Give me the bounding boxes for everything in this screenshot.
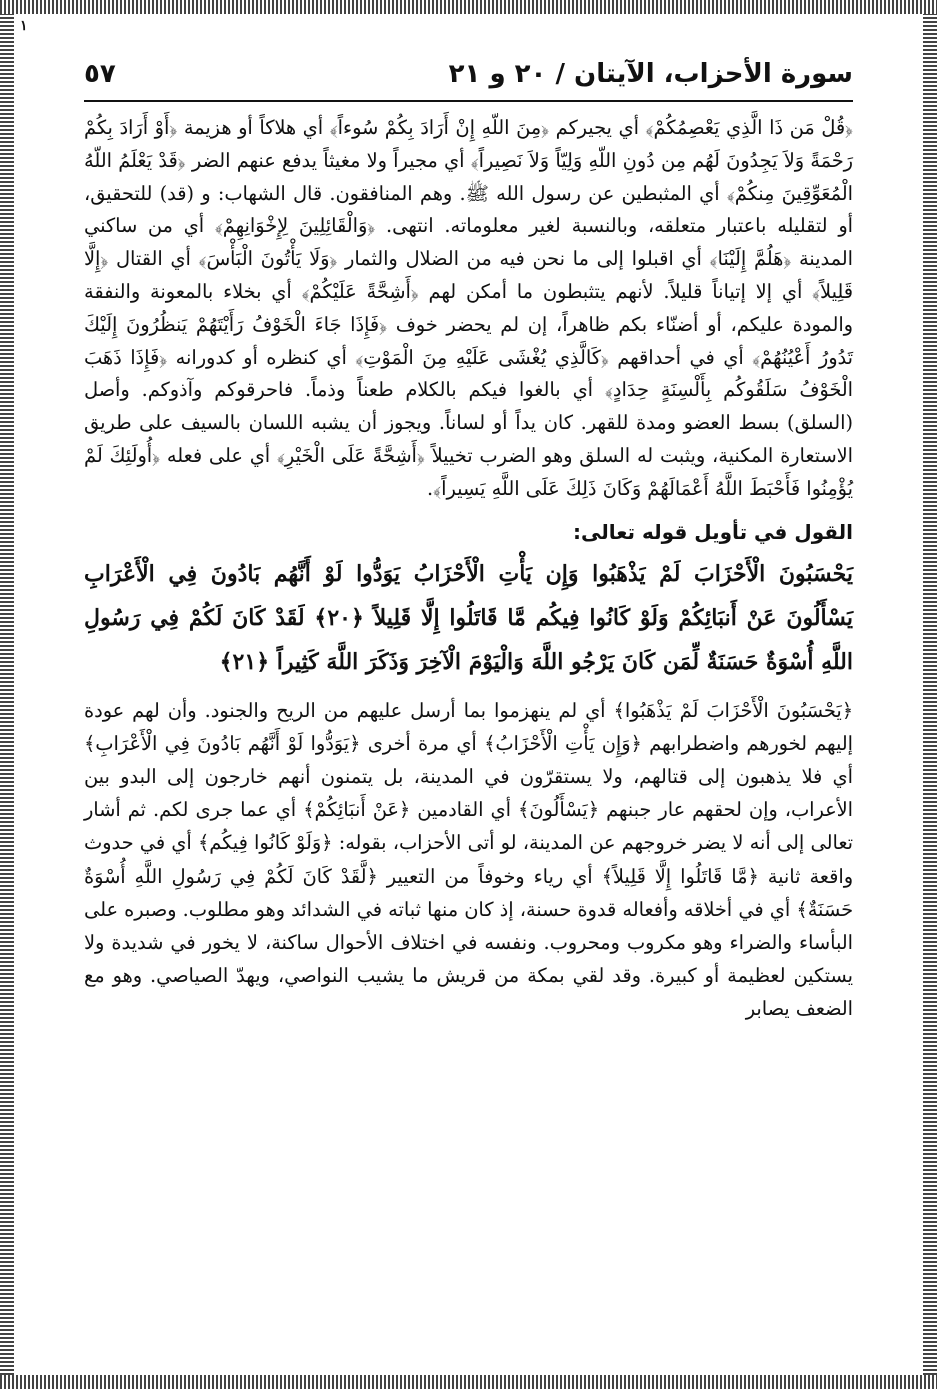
section-heading: القول في تأويل قوله تعالى: bbox=[573, 519, 853, 544]
header-rule bbox=[84, 100, 853, 102]
quran-verses: يَحْسَبُونَ الْأَحْزَابَ لَمْ يَذْهَبُوا وَإِن يَأْتِ الْأَحْزَابُ يَوَدُّوا لَوْ أَنَّهُم بَادُونَ فِي الْأَعْرَابِ يَسْأَلُونَ عَنْ أَنبَائِكُمْ وَلَوْ كَانُوا فِيكُم مَّا قَاتَلُوا إِلَّا قَلِيلاً ﴿٢٠﴾ لَقَدْ كَانَ لَكُمْ فِي رَسُولِ اللَّهِ أُسْوَةٌ حَسَنَةٌ لِّمَن كَانَ يَرْجُو اللَّهَ وَالْيَوْمَ الْآخِرَ وَذَكَرَ اللَّهَ كَثِيراً ﴿٢١﴾ bbox=[84, 560, 854, 675]
commentary-paragraph-1: ﴿قُلْ مَن ذَا الَّذِي يَعْصِمُكُمْ﴾ أي يجيركم ﴿مِنَ اللّهِ إِنْ أَرَادَ بِكُمْ سُوءاً﴾ أي هلاكاً أو هزيمة ﴿أَوْ أَرَادَ بِكُمْ رَحْمَةً وَلاَ يَجِدُونَ لَهُم مِن دُونِ اللّهِ وَلِيّاً وَلاَ نَصِيراً﴾ أي مجيراً ولا مغيثاً يدفع عنهم الضر ﴿قَدْ يَعْلَمُ اللّهُ الْمُعَوِّقِينَ مِنكُمْ﴾ أي المثبطين عن رسول الله ﷺ. وهم المنافقون. قال الشهاب: و (قد) للتحقيق، أو لتقليله باعتبار متعلقه، وبالنسبة لغير معلوماته. انتهى. ﴿وَالْقَائِلِينَ لِإِخْوَانِهِمْ﴾ أي من ساكني المدينة ﴿هَلُمَّ إِلَيْنَا﴾ أي اقبلوا إلى ما نحن فيه من الضلال والثمار ﴿وَلَا يَأْتُونَ الْبَأْسَ﴾ أي القتال ﴿إِلَّا قَلِيلاً﴾ أي إلا إتياناً قليلاً. لأنهم يتثبطون ما أمكن لهم ﴿أَشِحَّةً عَلَيْكُمْ﴾ أي بخلاء بالمعونة والنفقة والمودة عليكم، أو أضنّاء بكم ظاهراً، إن لم يحضر خوف ﴿فَإِذَا جَاءَ الْخَوْفُ رَأَيْتَهُمْ يَنظُرُونَ إِلَيْكَ تَدُورُ أَعْيُنُهُمْ﴾ أي في أحداقهم ﴿كَالَّذِي يُغْشَى عَلَيْهِ مِنَ الْمَوْتِ﴾ أي كنظره أو كدورانه ﴿فَإِذَا ذَهَبَ الْخَوْفُ سَلَقُوكُم بِأَلْسِنَةٍ حِدَادٍ﴾ أي بالغوا فيكم بالكلام طعناً وذماً. فاحرقوكم وآذوكم. وأصل (السلق) بسط العضو ومدة للقهر. كان يداً أو لساناً. ويجوز أن يشبه اللسان بالسيف على طريق الاستعارة المكنية، ويثبت له السلق وهو الضرب تخييلاً ﴿أَشِحَّةً عَلَى الْخَيْرِ﴾ أي على فعله ﴿أُولَئِكَ لَمْ يُؤْمِنُوا فَأَحْبَطَ اللَّهُ أَعْمَالَهُمْ وَكَانَ ذَلِكَ عَلَى اللَّهِ يَسِيراً﴾. bbox=[84, 116, 853, 500]
running-title: سورة الأحزاب، الآيتان / ٢٠ و ٢١ bbox=[448, 59, 853, 89]
decorative-border-left bbox=[0, 14, 14, 1375]
decorative-border-bottom bbox=[0, 1375, 937, 1389]
commentary-paragraph-2: ﴿يَحْسَبُونَ الْأَحْزَابَ لَمْ يَذْهَبُوا﴾ أي لم ينهزموا بما أرسل عليهم من الريح والجنود. وأن لهم عودة إليهم لخورهم واضطرابهم ﴿وَإِن يَأْتِ الْأَحْزَابُ﴾ أي مرة أخرى ﴿يَوَدُّوا لَوْ أَنَّهُم بَادُونَ فِي الْأَعْرَابِ﴾ أي فلا يذهبون إلى قتالهم، ولا يستقرّون في المدينة، بل يتمنون أنهم خارجون إلى البدو بين الأعراب، وإن لحقهم عار جبنهم ﴿يَسْأَلُونَ﴾ أي القادمين ﴿عَنْ أَنبَائِكُمْ﴾ أي عما جرى لكم. ثم أشار تعالى إلى أنه لا يضر خروجهم عن المدينة، لو أتى الأحزاب، بقوله: ﴿وَلَوْ كَانُوا فِيكُم﴾ أي في حدوث واقعة ثانية ﴿مَّا قَاتَلُوا إِلَّا قَلِيلاً﴾ أي رياء وخوفاً من التعيير ﴿لَّقَدْ كَانَ لَكُمْ فِي رَسُولِ اللَّهِ أُسْوَةٌ حَسَنَةٌ﴾ أي في أخلاقه وأفعاله قدوة حسنة، إذ كان منها ثباته في الشدائد وهو مطلوب. وصبره على البأساء والضراء وهو مكروب ومحروب. ونفسه في اختلاف الأحوال ساكنة، لا يخور في شديدة ولا يستكين لعظيمة أو كبيرة. وقد لقي بمكة من قريش ما يشيب النواصي، ويهدّ الصياصي. وهو مع الضعف يصابر bbox=[84, 698, 853, 1021]
page-number: ٥٧ bbox=[84, 59, 116, 89]
decorative-border-right bbox=[923, 14, 937, 1375]
page-body bbox=[84, 52, 853, 1337]
page-header bbox=[84, 52, 853, 96]
decorative-border-top bbox=[0, 0, 937, 14]
corner-mark: ١ bbox=[20, 18, 28, 34]
